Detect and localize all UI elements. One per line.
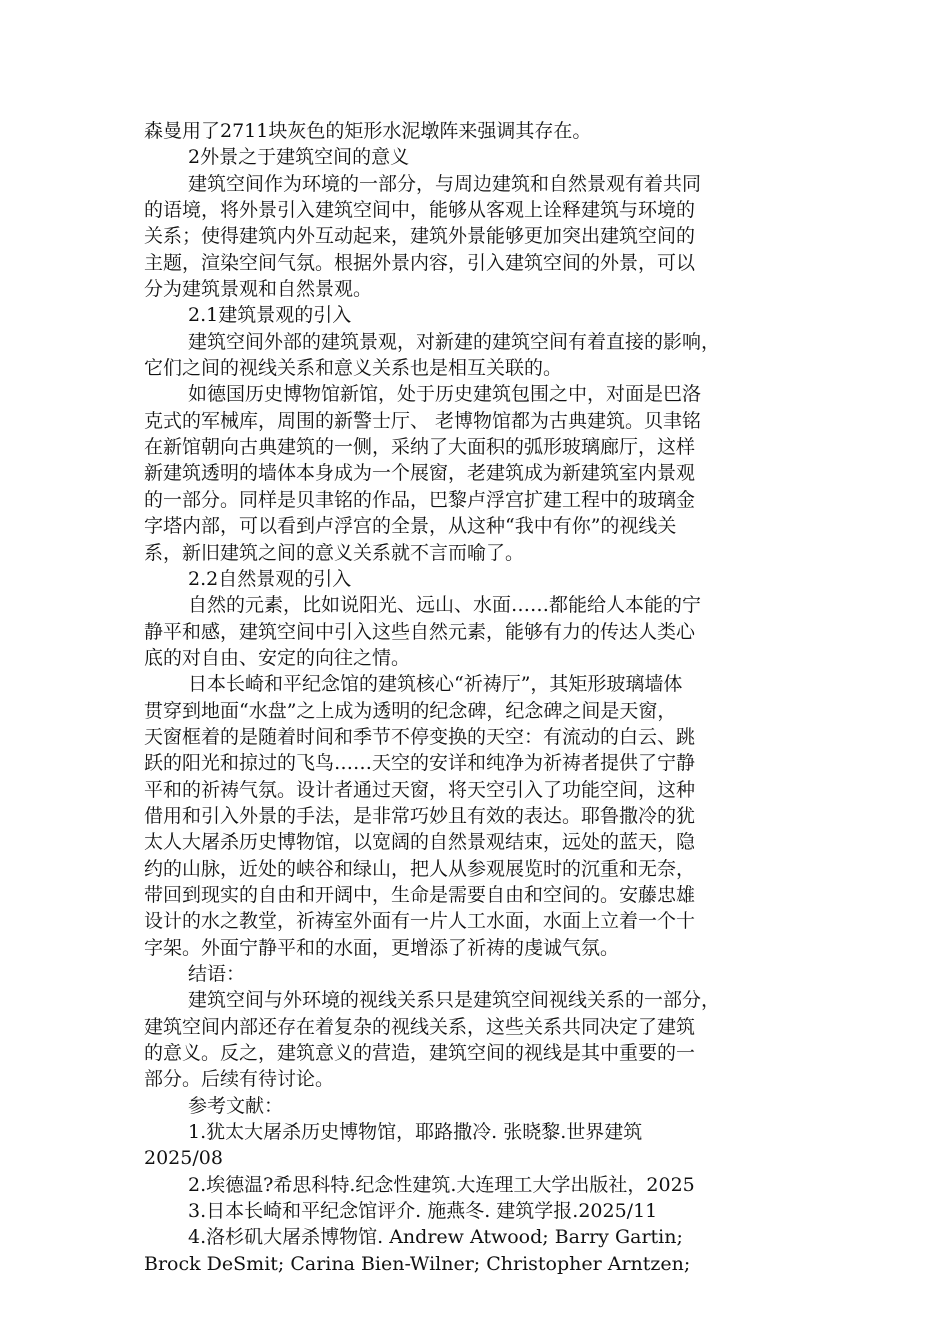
text-line: 静平和感，建筑空间中引入这些自然元素，能够有力的传达人类心 [144,620,696,643]
text-line: 带回到现实的自由和开阔中，生命是需要自由和空间的。安藤忠雄 [144,883,696,906]
text-line: 2.埃德温?希思科特.纪念性建筑.大连理工大学出版社，2025 [188,1173,695,1196]
text-line: 太人大屠杀历史博物馆，以宽阔的自然景观结束，远处的蓝天，隐 [144,831,696,854]
text-line: 2外景之于建筑空间的意义 [188,146,410,169]
text-line: 字塔内部，可以看到卢浮宫的全景，从这种“我中有你”的视线关 [144,515,677,538]
text-line: 跃的阳光和掠过的飞鸟……天空的安详和纯净为祈祷者提供了宁静 [144,752,696,775]
text-line: 自然的元素，比如说阳光、远山、水面……都能给人本能的宁 [188,594,702,617]
text-line: Brock DeSmit; Carina Bien-Wilner; Christopher Arntzen; [144,1252,691,1275]
text-line: 字架。外面宁静平和的水面，更增添了祈祷的虔诚气氛。 [144,936,620,959]
text-line: 底的对自由、安定的向往之情。 [144,646,411,669]
text-line: 主题，渲染空间气氛。根据外景内容，引入建筑空间的外景，可以 [144,251,696,274]
text-line: 如德国历史博物馆新馆，处于历史建筑包围之中，对面是巴洛 [188,383,702,406]
text-line: 约的山脉，近处的峡谷和绿山，把人从参观展览时的沉重和无奈， [144,857,696,880]
text-line: 的一部分。同样是贝聿铭的作品，巴黎卢浮宫扩建工程中的玻璃金 [144,488,696,511]
text-line: 结语： [188,963,246,985]
text-line: 的意义。反之，建筑意义的营造，建筑空间的视线是其中重要的一 [144,1042,696,1065]
text-line: 系，新旧建筑之间的意义关系就不言而喻了。 [144,541,525,564]
text-line: 2.1建筑景观的引入 [188,304,352,327]
text-line: 4.洛杉矶大屠杀博物馆. Andrew Atwood; Barry Gartin; [188,1226,683,1249]
text-line: 建筑空间外部的建筑景观，对新建的建筑空间有着直接的影响， [188,330,721,353]
text-line: 3.日本长崎和平纪念馆评介. 施燕冬. 建筑学报.2025/11 [188,1200,658,1223]
text-line: 建筑空间与外环境的视线关系只是建筑空间视线关系的一部分， [188,989,721,1012]
text-line: 建筑空间作为环境的一部分，与周边建筑和自然景观有着共同 [188,172,702,195]
text-line: 的语境，将外景引入建筑空间中，能够从客观上诠释建筑与环境的 [144,199,696,222]
text-line: 2.2自然景观的引入 [188,567,352,590]
text-line: 分为建筑景观和自然景观。 [144,278,373,301]
text-line: 在新馆朝向古典建筑的一侧，采纳了大面积的弧形玻璃廊厅，这样 [144,436,696,459]
text-line: 它们之间的视线关系和意义关系也是相互关联的。 [144,357,563,380]
text-line: 日本长崎和平纪念馆的建筑核心“祈祷厅”，其矩形玻璃墙体 [188,673,683,696]
document-body [144,118,808,1277]
text-line: 1.犹太大屠杀历史博物馆，耶路撒冷. 张晓黎.世界建筑 [188,1121,643,1144]
text-line: 建筑空间内部还存在着复杂的视线关系，这些关系共同决定了建筑 [144,1015,696,1038]
text-line: 新建筑透明的墙体本身成为一个展窗，老建筑成为新建筑室内景观 [144,462,696,485]
text-line: 克式的军械库，周围的新警士厅、 老博物馆都为古典建筑。贝聿铭 [144,409,702,432]
text-line: 贯穿到地面“水盘”之上成为透明的纪念碑，纪念碑之间是天窗， [144,699,677,722]
text-line: 天窗框着的是随着时间和季节不停变换的天空：有流动的白云、跳 [144,725,696,748]
text-line: 森曼用了2711块灰色的矩形水泥墩阵来强调其存在。 [144,120,592,142]
text-line: 平和的祈祷气氛。设计者通过天窗，将天空引入了功能空间，这种 [144,778,696,801]
text-line: 2025/08 [144,1147,223,1170]
text-line: 部分。后续有待讨论。 [144,1068,335,1091]
text-line: 关系；使得建筑内外互动起来，建筑外景能够更加突出建筑空间的 [144,225,696,248]
text-line: 设计的水之教堂，祈祷室外面有一片人工水面，水面上立着一个十 [144,910,696,933]
text-line: 借用和引入外景的手法，是非常巧妙且有效的表达。耶鲁撒冷的犹 [144,804,696,827]
text-line: 参考文献： [188,1094,284,1117]
